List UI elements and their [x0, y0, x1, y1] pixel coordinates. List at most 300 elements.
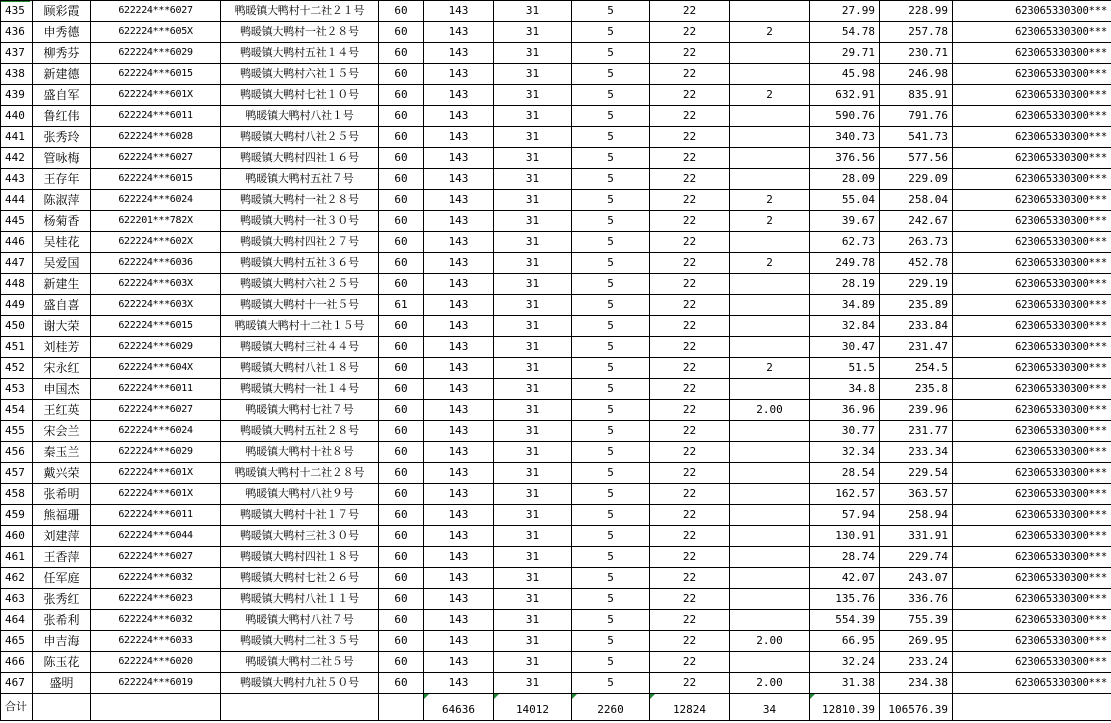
cell-account[interactable]: 623065330300*** [953, 43, 1111, 64]
cell-id-number[interactable]: 622224***6015 [91, 316, 221, 337]
cell-name[interactable]: 申国杰 [33, 379, 91, 400]
cell-col-g[interactable]: 233.84 [880, 316, 953, 337]
cell-col-d[interactable]: 22 [650, 379, 730, 400]
cell-age[interactable]: 60 [379, 526, 424, 547]
cell-row-number[interactable]: 448 [1, 274, 33, 295]
cell-row-number[interactable]: 451 [1, 337, 33, 358]
cell-col-d[interactable]: 22 [650, 463, 730, 484]
cell-age[interactable]: 60 [379, 547, 424, 568]
cell-col-d[interactable]: 22 [650, 610, 730, 631]
cell-age[interactable]: 60 [379, 505, 424, 526]
cell-address[interactable]: 鸭暖镇大鸭村七社２６号 [221, 568, 379, 589]
cell-col-b[interactable]: 31 [494, 358, 572, 379]
cell-col-c[interactable]: 5 [572, 148, 650, 169]
cell-col-g[interactable]: 269.95 [880, 631, 953, 652]
cell-account[interactable]: 623065330300*** [953, 652, 1111, 673]
cell-col-e[interactable]: 2 [730, 22, 810, 43]
cell-col-c[interactable]: 5 [572, 379, 650, 400]
cell-col-c[interactable]: 5 [572, 1, 650, 22]
cell-col-g[interactable]: 239.96 [880, 400, 953, 421]
cell-row-number[interactable]: 450 [1, 316, 33, 337]
cell-account[interactable]: 623065330300*** [953, 127, 1111, 148]
cell-col-g[interactable]: 230.71 [880, 43, 953, 64]
cell-col-e[interactable] [730, 421, 810, 442]
cell-name[interactable]: 任军庭 [33, 568, 91, 589]
cell-id-number[interactable]: 622224***6029 [91, 442, 221, 463]
cell-age[interactable]: 60 [379, 211, 424, 232]
cell-col-f[interactable]: 162.57 [810, 484, 880, 505]
cell-col-c[interactable]: 5 [572, 253, 650, 274]
cell-name[interactable]: 盛明 [33, 673, 91, 694]
cell-col-a[interactable]: 143 [424, 442, 494, 463]
cell-col-d[interactable]: 22 [650, 421, 730, 442]
cell-col-d[interactable]: 22 [650, 64, 730, 85]
cell-age[interactable]: 60 [379, 463, 424, 484]
cell-name[interactable]: 王红英 [33, 400, 91, 421]
cell-col-d[interactable]: 22 [650, 211, 730, 232]
cell-col-f[interactable]: 34.89 [810, 295, 880, 316]
cell-id-number[interactable]: 622224***6019 [91, 673, 221, 694]
cell-col-e[interactable] [730, 484, 810, 505]
cell-address[interactable]: 鸭暖镇大鸭村八社２５号 [221, 127, 379, 148]
cell-account[interactable]: 623065330300*** [953, 400, 1111, 421]
cell-col-b[interactable]: 31 [494, 337, 572, 358]
cell-col-f[interactable]: 249.78 [810, 253, 880, 274]
cell-col-c[interactable]: 5 [572, 232, 650, 253]
cell-address[interactable]: 鸭暖镇大鸭村一社２８号 [221, 190, 379, 211]
cell-row-number[interactable]: 463 [1, 589, 33, 610]
cell-age[interactable]: 60 [379, 232, 424, 253]
cell-id-number[interactable]: 622224***6032 [91, 610, 221, 631]
cell-col-f[interactable]: 32.34 [810, 442, 880, 463]
cell-col-g[interactable]: 258.04 [880, 190, 953, 211]
cell-account[interactable]: 623065330300*** [953, 85, 1111, 106]
cell-name[interactable]: 新建德 [33, 64, 91, 85]
cell-col-c[interactable]: 5 [572, 85, 650, 106]
cell-col-b[interactable]: 31 [494, 421, 572, 442]
cell-row-number[interactable]: 436 [1, 22, 33, 43]
cell-col-a[interactable]: 143 [424, 106, 494, 127]
total-col-account[interactable] [953, 694, 1111, 721]
cell-account[interactable]: 623065330300*** [953, 295, 1111, 316]
cell-col-a[interactable]: 143 [424, 22, 494, 43]
cell-col-f[interactable]: 66.95 [810, 631, 880, 652]
cell-col-a[interactable]: 143 [424, 148, 494, 169]
cell-col-a[interactable]: 143 [424, 463, 494, 484]
cell-name[interactable]: 刘建萍 [33, 526, 91, 547]
cell-col-b[interactable]: 31 [494, 505, 572, 526]
total-col-g[interactable]: 106576.39 [880, 694, 953, 721]
cell-col-d[interactable]: 22 [650, 484, 730, 505]
cell-id-number[interactable]: 622224***6027 [91, 547, 221, 568]
cell-address[interactable]: 鸭暖镇大鸭村八社１１号 [221, 589, 379, 610]
cell-account[interactable]: 623065330300*** [953, 484, 1111, 505]
cell-col-d[interactable]: 22 [650, 316, 730, 337]
cell-col-c[interactable]: 5 [572, 274, 650, 295]
cell-address[interactable]: 鸭暖镇大鸭村八社１８号 [221, 358, 379, 379]
cell-row-number[interactable]: 464 [1, 610, 33, 631]
cell-col-d[interactable]: 22 [650, 631, 730, 652]
cell-col-c[interactable]: 5 [572, 568, 650, 589]
cell-age[interactable]: 60 [379, 652, 424, 673]
cell-account[interactable]: 623065330300*** [953, 211, 1111, 232]
cell-col-c[interactable]: 5 [572, 106, 650, 127]
cell-col-e[interactable] [730, 127, 810, 148]
cell-name[interactable]: 王香萍 [33, 547, 91, 568]
cell-row-number[interactable]: 442 [1, 148, 33, 169]
cell-col-d[interactable]: 22 [650, 43, 730, 64]
cell-name[interactable]: 张希利 [33, 610, 91, 631]
cell-col-a[interactable]: 143 [424, 190, 494, 211]
cell-row-number[interactable]: 435 [1, 1, 33, 22]
cell-age[interactable]: 60 [379, 64, 424, 85]
cell-col-g[interactable]: 331.91 [880, 526, 953, 547]
cell-col-b[interactable]: 31 [494, 379, 572, 400]
cell-col-g[interactable]: 577.56 [880, 148, 953, 169]
cell-id-number[interactable]: 622224***6011 [91, 505, 221, 526]
cell-age[interactable]: 60 [379, 442, 424, 463]
cell-account[interactable]: 623065330300*** [953, 106, 1111, 127]
cell-col-g[interactable]: 235.89 [880, 295, 953, 316]
cell-address[interactable]: 鸭暖镇大鸭村十一社５号 [221, 295, 379, 316]
cell-age[interactable]: 60 [379, 169, 424, 190]
cell-age[interactable]: 60 [379, 148, 424, 169]
cell-col-a[interactable]: 143 [424, 652, 494, 673]
cell-row-number[interactable]: 449 [1, 295, 33, 316]
cell-col-b[interactable]: 31 [494, 442, 572, 463]
cell-col-a[interactable]: 143 [424, 211, 494, 232]
cell-col-f[interactable]: 45.98 [810, 64, 880, 85]
cell-address[interactable]: 鸭暖镇大鸭村六社２５号 [221, 274, 379, 295]
cell-account[interactable]: 623065330300*** [953, 505, 1111, 526]
cell-col-g[interactable]: 541.73 [880, 127, 953, 148]
cell-col-c[interactable]: 5 [572, 295, 650, 316]
cell-account[interactable]: 623065330300*** [953, 379, 1111, 400]
cell-id-number[interactable]: 622201***782X [91, 211, 221, 232]
cell-col-e[interactable] [730, 568, 810, 589]
cell-id-number[interactable]: 622224***601X [91, 484, 221, 505]
cell-col-a[interactable]: 143 [424, 85, 494, 106]
cell-col-b[interactable]: 31 [494, 568, 572, 589]
cell-age[interactable]: 60 [379, 22, 424, 43]
cell-col-g[interactable]: 254.5 [880, 358, 953, 379]
cell-col-g[interactable]: 242.67 [880, 211, 953, 232]
cell-age[interactable]: 60 [379, 610, 424, 631]
cell-col-e[interactable]: 2.00 [730, 631, 810, 652]
cell-name[interactable]: 王存年 [33, 169, 91, 190]
cell-col-e[interactable]: 2 [730, 85, 810, 106]
cell-col-g[interactable]: 228.99 [880, 1, 953, 22]
cell-col-c[interactable]: 5 [572, 652, 650, 673]
cell-col-a[interactable]: 143 [424, 526, 494, 547]
cell-row-number[interactable]: 459 [1, 505, 33, 526]
cell-age[interactable]: 60 [379, 673, 424, 694]
cell-col-e[interactable] [730, 106, 810, 127]
cell-col-b[interactable]: 31 [494, 232, 572, 253]
cell-col-d[interactable]: 22 [650, 505, 730, 526]
cell-col-a[interactable]: 143 [424, 568, 494, 589]
cell-col-d[interactable]: 22 [650, 295, 730, 316]
cell-col-e[interactable]: 2 [730, 358, 810, 379]
cell-col-a[interactable]: 143 [424, 64, 494, 85]
cell-col-a[interactable]: 143 [424, 337, 494, 358]
cell-col-f[interactable]: 376.56 [810, 148, 880, 169]
cell-col-f[interactable]: 32.24 [810, 652, 880, 673]
cell-age[interactable]: 60 [379, 253, 424, 274]
cell-col-d[interactable]: 22 [650, 127, 730, 148]
cell-age[interactable]: 60 [379, 568, 424, 589]
cell-age[interactable]: 60 [379, 106, 424, 127]
cell-col-g[interactable]: 258.94 [880, 505, 953, 526]
cell-id-number[interactable]: 622224***6033 [91, 631, 221, 652]
total-col-f[interactable]: 12810.39 [810, 694, 880, 721]
cell-col-e[interactable] [730, 274, 810, 295]
cell-col-g[interactable]: 231.47 [880, 337, 953, 358]
cell-id-number[interactable]: 622224***602X [91, 232, 221, 253]
cell-name[interactable]: 秦玉兰 [33, 442, 91, 463]
cell-col-c[interactable]: 5 [572, 505, 650, 526]
cell-row-number[interactable]: 452 [1, 358, 33, 379]
cell-col-f[interactable]: 27.99 [810, 1, 880, 22]
cell-id-number[interactable]: 622224***6015 [91, 64, 221, 85]
cell-col-b[interactable]: 31 [494, 64, 572, 85]
cell-col-g[interactable]: 233.34 [880, 442, 953, 463]
cell-col-f[interactable]: 51.5 [810, 358, 880, 379]
cell-name[interactable]: 盛自军 [33, 85, 91, 106]
cell-col-b[interactable]: 31 [494, 211, 572, 232]
cell-col-f[interactable]: 554.39 [810, 610, 880, 631]
cell-col-b[interactable]: 31 [494, 106, 572, 127]
cell-col-d[interactable]: 22 [650, 358, 730, 379]
cell-row-number[interactable]: 453 [1, 379, 33, 400]
cell-col-e[interactable] [730, 1, 810, 22]
total-cell-name[interactable] [33, 694, 91, 721]
cell-name[interactable]: 宋永红 [33, 358, 91, 379]
cell-col-f[interactable]: 28.19 [810, 274, 880, 295]
cell-col-c[interactable]: 5 [572, 421, 650, 442]
cell-col-e[interactable] [730, 316, 810, 337]
cell-address[interactable]: 鸭暖镇大鸭村八社９号 [221, 484, 379, 505]
cell-col-c[interactable]: 5 [572, 22, 650, 43]
cell-col-g[interactable]: 229.74 [880, 547, 953, 568]
cell-name[interactable]: 申吉海 [33, 631, 91, 652]
cell-address[interactable]: 鸭暖镇大鸭村九社５０号 [221, 673, 379, 694]
cell-row-number[interactable]: 439 [1, 85, 33, 106]
cell-col-e[interactable] [730, 547, 810, 568]
cell-col-a[interactable]: 143 [424, 127, 494, 148]
cell-col-d[interactable]: 22 [650, 400, 730, 421]
cell-id-number[interactable]: 622224***6027 [91, 400, 221, 421]
cell-col-e[interactable] [730, 442, 810, 463]
cell-account[interactable]: 623065330300*** [953, 568, 1111, 589]
cell-col-d[interactable]: 22 [650, 442, 730, 463]
cell-account[interactable]: 623065330300*** [953, 337, 1111, 358]
cell-col-a[interactable]: 143 [424, 274, 494, 295]
cell-col-e[interactable] [730, 589, 810, 610]
cell-address[interactable]: 鸭暖镇大鸭村二社３５号 [221, 631, 379, 652]
cell-col-b[interactable]: 31 [494, 1, 572, 22]
cell-id-number[interactable]: 622224***6028 [91, 127, 221, 148]
cell-col-b[interactable]: 31 [494, 610, 572, 631]
cell-col-g[interactable]: 263.73 [880, 232, 953, 253]
cell-col-d[interactable]: 22 [650, 190, 730, 211]
cell-account[interactable]: 623065330300*** [953, 253, 1111, 274]
cell-age[interactable]: 60 [379, 316, 424, 337]
cell-col-g[interactable]: 229.54 [880, 463, 953, 484]
cell-col-g[interactable]: 363.57 [880, 484, 953, 505]
cell-age[interactable]: 60 [379, 631, 424, 652]
cell-row-number[interactable]: 455 [1, 421, 33, 442]
cell-address[interactable]: 鸭暖镇大鸭村四社１６号 [221, 148, 379, 169]
cell-col-b[interactable]: 31 [494, 631, 572, 652]
cell-account[interactable]: 623065330300*** [953, 190, 1111, 211]
cell-address[interactable]: 鸭暖镇大鸭村五社２８号 [221, 421, 379, 442]
cell-name[interactable]: 张希明 [33, 484, 91, 505]
cell-id-number[interactable]: 622224***6036 [91, 253, 221, 274]
cell-row-number[interactable]: 446 [1, 232, 33, 253]
cell-row-number[interactable]: 445 [1, 211, 33, 232]
cell-col-a[interactable]: 143 [424, 295, 494, 316]
cell-col-d[interactable]: 22 [650, 22, 730, 43]
total-cell-age[interactable] [379, 694, 424, 721]
cell-col-g[interactable]: 229.19 [880, 274, 953, 295]
cell-col-f[interactable]: 28.74 [810, 547, 880, 568]
cell-col-e[interactable]: 2.00 [730, 673, 810, 694]
cell-col-e[interactable] [730, 295, 810, 316]
cell-id-number[interactable]: 622224***6029 [91, 43, 221, 64]
cell-col-c[interactable]: 5 [572, 547, 650, 568]
cell-id-number[interactable]: 622224***6044 [91, 526, 221, 547]
cell-col-d[interactable]: 22 [650, 148, 730, 169]
cell-name[interactable]: 谢大荣 [33, 316, 91, 337]
cell-address[interactable]: 鸭暖镇大鸭村十社８号 [221, 442, 379, 463]
cell-col-c[interactable]: 5 [572, 610, 650, 631]
cell-age[interactable]: 60 [379, 589, 424, 610]
cell-account[interactable]: 623065330300*** [953, 610, 1111, 631]
cell-id-number[interactable]: 622224***6011 [91, 379, 221, 400]
cell-col-g[interactable]: 233.24 [880, 652, 953, 673]
cell-col-f[interactable]: 39.67 [810, 211, 880, 232]
cell-col-d[interactable]: 22 [650, 337, 730, 358]
cell-col-b[interactable]: 31 [494, 316, 572, 337]
cell-address[interactable]: 鸭暖镇大鸭村七社７号 [221, 400, 379, 421]
cell-address[interactable]: 鸭暖镇大鸭村十二社２１号 [221, 1, 379, 22]
cell-col-f[interactable]: 135.76 [810, 589, 880, 610]
cell-name[interactable]: 刘桂芳 [33, 337, 91, 358]
cell-id-number[interactable]: 622224***6023 [91, 589, 221, 610]
cell-col-a[interactable]: 143 [424, 169, 494, 190]
cell-col-b[interactable]: 31 [494, 43, 572, 64]
cell-row-number[interactable]: 462 [1, 568, 33, 589]
cell-address[interactable]: 鸭暖镇大鸭村五社３６号 [221, 253, 379, 274]
cell-col-c[interactable]: 5 [572, 484, 650, 505]
cell-col-b[interactable]: 31 [494, 148, 572, 169]
cell-name[interactable]: 申秀德 [33, 22, 91, 43]
cell-col-g[interactable]: 452.78 [880, 253, 953, 274]
cell-col-g[interactable]: 791.76 [880, 106, 953, 127]
cell-col-f[interactable]: 340.73 [810, 127, 880, 148]
cell-col-c[interactable]: 5 [572, 526, 650, 547]
cell-col-d[interactable]: 22 [650, 547, 730, 568]
cell-address[interactable]: 鸭暖镇大鸭村三社４４号 [221, 337, 379, 358]
cell-col-g[interactable]: 755.39 [880, 610, 953, 631]
cell-col-f[interactable]: 130.91 [810, 526, 880, 547]
total-col-b[interactable]: 14012 [494, 694, 572, 721]
cell-col-d[interactable]: 22 [650, 232, 730, 253]
cell-col-f[interactable]: 28.09 [810, 169, 880, 190]
cell-id-number[interactable]: 622224***603X [91, 295, 221, 316]
cell-row-number[interactable]: 447 [1, 253, 33, 274]
cell-row-number[interactable]: 438 [1, 64, 33, 85]
cell-account[interactable]: 623065330300*** [953, 421, 1111, 442]
cell-col-e[interactable]: 2 [730, 190, 810, 211]
cell-col-f[interactable]: 30.77 [810, 421, 880, 442]
cell-address[interactable]: 鸭暖镇大鸭村十二社１５号 [221, 316, 379, 337]
cell-col-f[interactable]: 55.04 [810, 190, 880, 211]
cell-col-f[interactable]: 57.94 [810, 505, 880, 526]
cell-col-b[interactable]: 31 [494, 547, 572, 568]
cell-col-f[interactable]: 32.84 [810, 316, 880, 337]
cell-id-number[interactable]: 622224***601X [91, 85, 221, 106]
cell-col-a[interactable]: 143 [424, 589, 494, 610]
cell-col-b[interactable]: 31 [494, 169, 572, 190]
cell-row-number[interactable]: 454 [1, 400, 33, 421]
cell-col-f[interactable]: 29.71 [810, 43, 880, 64]
cell-age[interactable]: 60 [379, 85, 424, 106]
cell-col-e[interactable] [730, 337, 810, 358]
cell-address[interactable]: 鸭暖镇大鸭村五社７号 [221, 169, 379, 190]
cell-account[interactable]: 623065330300*** [953, 547, 1111, 568]
cell-col-e[interactable] [730, 610, 810, 631]
cell-col-a[interactable]: 143 [424, 484, 494, 505]
cell-account[interactable]: 623065330300*** [953, 232, 1111, 253]
cell-col-a[interactable]: 143 [424, 43, 494, 64]
cell-address[interactable]: 鸭暖镇大鸭村三社３０号 [221, 526, 379, 547]
cell-id-number[interactable]: 622224***6011 [91, 106, 221, 127]
cell-id-number[interactable]: 622224***6032 [91, 568, 221, 589]
cell-address[interactable]: 鸭暖镇大鸭村八社７号 [221, 610, 379, 631]
cell-age[interactable]: 60 [379, 43, 424, 64]
cell-col-d[interactable]: 22 [650, 274, 730, 295]
cell-address[interactable]: 鸭暖镇大鸭村一社１４号 [221, 379, 379, 400]
cell-col-b[interactable]: 31 [494, 253, 572, 274]
cell-col-b[interactable]: 31 [494, 652, 572, 673]
cell-col-c[interactable]: 5 [572, 631, 650, 652]
cell-account[interactable]: 623065330300*** [953, 631, 1111, 652]
cell-col-c[interactable]: 5 [572, 463, 650, 484]
total-col-d[interactable]: 12824 [650, 694, 730, 721]
cell-col-g[interactable]: 234.38 [880, 673, 953, 694]
cell-col-d[interactable]: 22 [650, 106, 730, 127]
cell-col-e[interactable] [730, 505, 810, 526]
cell-account[interactable]: 623065330300*** [953, 22, 1111, 43]
cell-col-f[interactable]: 30.47 [810, 337, 880, 358]
cell-name[interactable]: 顾彩霞 [33, 1, 91, 22]
cell-id-number[interactable]: 622224***6020 [91, 652, 221, 673]
total-label[interactable]: 合计 [1, 694, 33, 721]
cell-col-d[interactable]: 22 [650, 1, 730, 22]
total-cell-id[interactable] [91, 694, 221, 721]
cell-col-e[interactable] [730, 652, 810, 673]
cell-age[interactable]: 60 [379, 274, 424, 295]
cell-col-e[interactable]: 2 [730, 253, 810, 274]
cell-col-g[interactable]: 229.09 [880, 169, 953, 190]
cell-account[interactable]: 623065330300*** [953, 442, 1111, 463]
cell-name[interactable]: 宋会兰 [33, 421, 91, 442]
cell-col-d[interactable]: 22 [650, 589, 730, 610]
cell-col-b[interactable]: 31 [494, 85, 572, 106]
cell-age[interactable]: 60 [379, 358, 424, 379]
